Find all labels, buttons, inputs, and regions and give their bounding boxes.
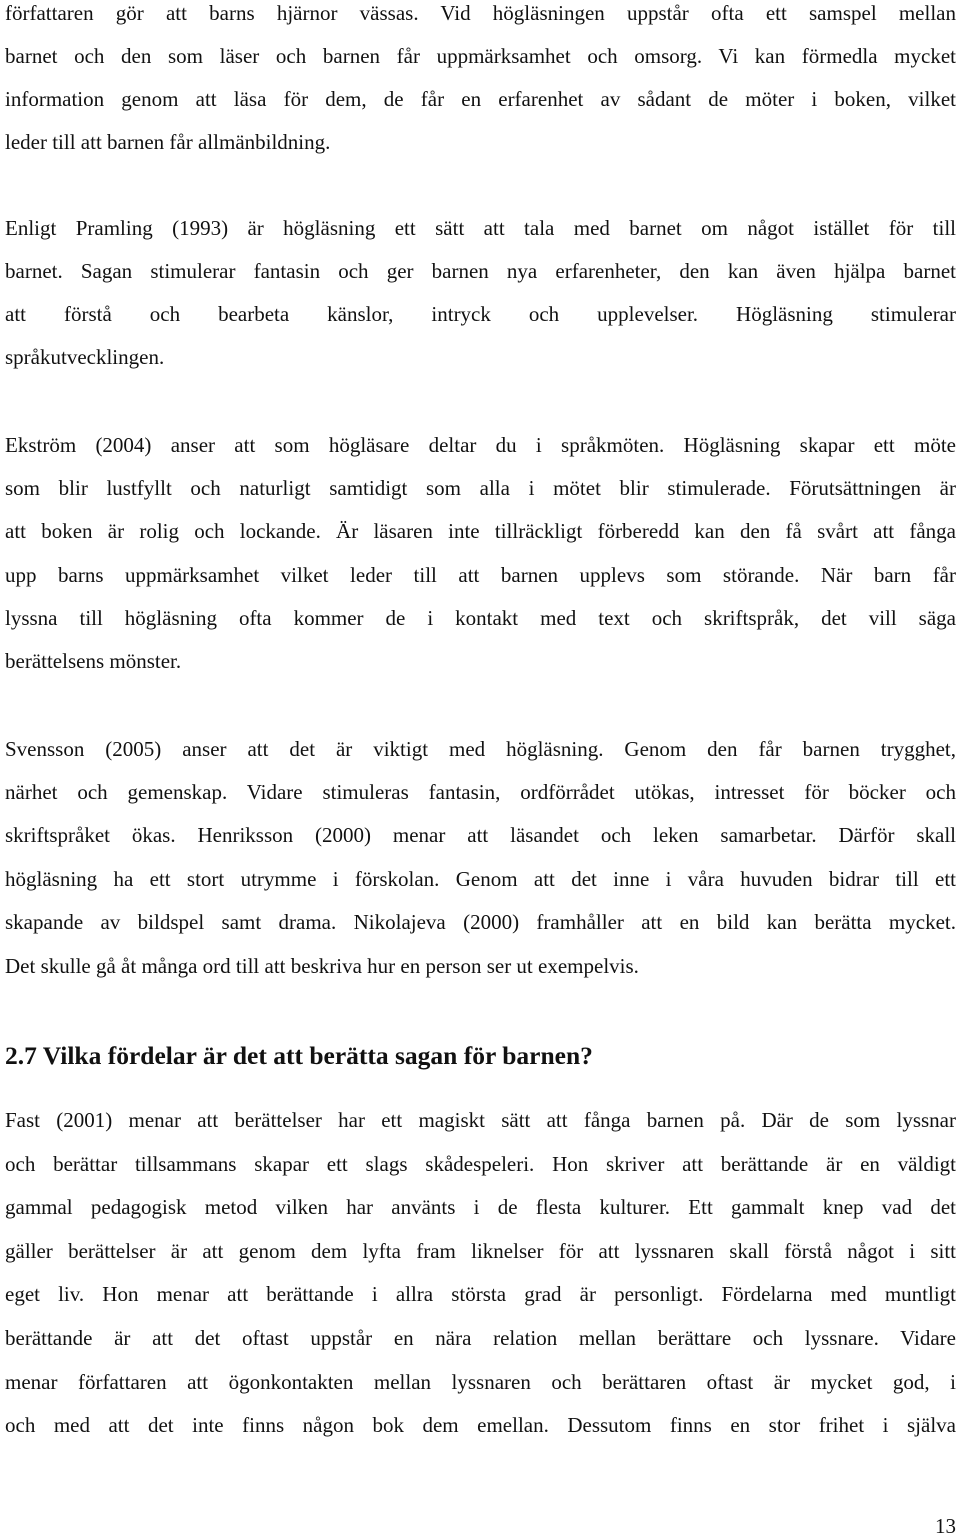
text-line: menar författaren att ögonkontakten mellan lyssnaren och berättaren oftast är mycket god, i — [5, 1370, 956, 1394]
text-line: barnet. Sagan stimulerar fantasin och ger barnen nya erfarenheter, den kan även hjälpa barnet — [5, 259, 956, 283]
text-line: barnet och den som läser och barnen får uppmärksamhet och omsorg. Vi kan förmedla mycket — [5, 44, 956, 68]
text-line: högläsning ha ett stort utrymme i förskolan. Genom att det inne i våra huvuden bidrar till ett — [5, 867, 956, 891]
text-line: och med att det inte finns någon bok dem emellan. Dessutom finns en stor frihet i själva — [5, 1413, 956, 1437]
text-line: leder till att barnen får allmänbildning. — [5, 130, 331, 154]
text-line: gäller berättelser är att genom dem lyfta fram liknelser för att lyssnaren skall förstå något i sitt — [5, 1239, 956, 1263]
text-line: eget liv. Hon menar att berättande i allra största grad är personligt. Fördelarna med muntligt — [5, 1282, 956, 1306]
text-line: författaren gör att barns hjärnor vässas. Vid högläsningen uppstår ofta ett samspel mellan — [5, 1, 956, 25]
text-line: skapande av bildspel samt drama. Nikolajeva (2000) framhåller att en bild kan berätta mycket. — [5, 910, 956, 934]
text-line: gammal pedagogisk metod vilken har använts i de flesta kulturer. Ett gammalt knep vad det — [5, 1195, 956, 1219]
text-line: och berättar tillsammans skapar ett slags skådespeleri. Hon skriver att berättande är en väldigt — [5, 1152, 956, 1176]
text-line: att förstå och bearbeta känslor, intryck och upplevelser. Högläsning stimulerar — [5, 302, 956, 326]
text-line: information genom att läsa för dem, de får en erfarenhet av sådant de möter i boken, vilket — [5, 87, 956, 111]
text-line: Enligt Pramling (1993) är högläsning ett sätt att tala med barnet om något istället för till — [5, 216, 956, 240]
section-heading: 2.7 Vilka fördelar är det att berätta sagan för barnen? — [5, 1041, 593, 1070]
text-line: skriftspråket ökas. Henriksson (2000) menar att läsandet och leken samarbetar. Därför skall — [5, 823, 956, 847]
text-line: lyssna till högläsning ofta kommer de i kontakt med text och skriftspråk, det vill säga — [5, 606, 956, 630]
text-line: berättelsens mönster. — [5, 649, 182, 673]
text-line: Svensson (2005) anser att det är viktigt med högläsning. Genom den får barnen trygghet, — [5, 737, 956, 761]
text-line: berättande är att det oftast uppstår en nära relation mellan berättare och lyssnare. Vidare — [5, 1326, 956, 1350]
text-line: Ekström (2004) anser att som högläsare deltar du i språkmöten. Högläsning skapar ett möte — [5, 433, 956, 457]
text-line: Fast (2001) menar att berättelser har ett magiskt sätt att fånga barnen på. Där de som lyssnar — [5, 1108, 956, 1132]
text-line: att boken är rolig och lockande. Är läsaren inte tillräckligt förberedd kan den få svårt att fånga — [5, 519, 956, 543]
text-line: Det skulle gå åt många ord till att beskriva hur en person ser ut exempelvis. — [5, 954, 639, 978]
text-line: upp barns uppmärksamhet vilket leder till att barnen upplevs som störande. När barn får — [5, 563, 956, 587]
text-line: närhet och gemenskap. Vidare stimuleras fantasin, ordförrådet utökas, intresset för böcker och — [5, 780, 956, 804]
text-line: som blir lustfyllt och naturligt samtidigt som alla i mötet blir stimulerade. Förutsättningen är — [5, 476, 956, 500]
text-line: språkutvecklingen. — [5, 345, 165, 369]
page-number: 13 — [935, 1514, 956, 1538]
